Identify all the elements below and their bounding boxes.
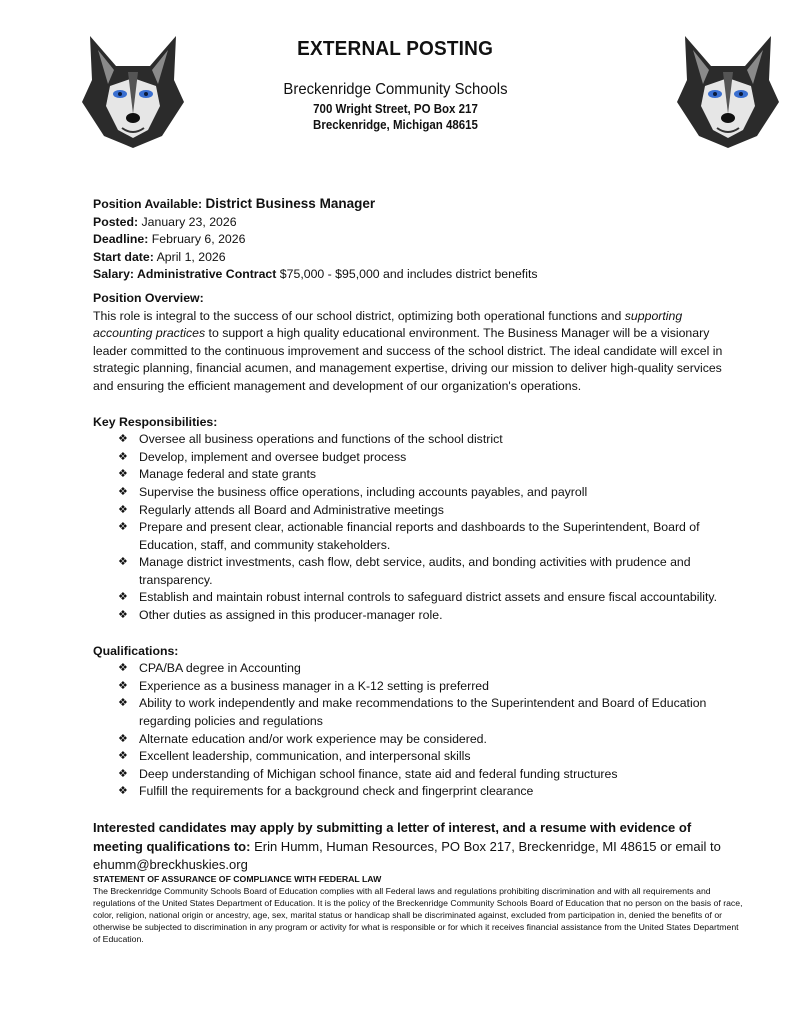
salary-row	[93, 266, 743, 284]
list-item: ❖ Experience as a business manager in a K-12 setting is preferred	[93, 678, 743, 696]
apply-lead: Interested candidates may apply by submitting a letter of interest, and a resume with evidence of meeting qualifications to:	[93, 820, 692, 854]
diamond-bullet-icon: ❖	[118, 679, 128, 692]
position-row	[93, 195, 743, 214]
list-item: ❖ Deep understanding of Michigan school finance, state aid and federal funding structures	[93, 766, 743, 784]
position-label: Position Available:	[93, 197, 203, 211]
list-item: ❖ Manage federal and state grants	[93, 466, 743, 484]
compliance-statement	[93, 873, 748, 945]
diamond-bullet-icon: ❖	[118, 468, 128, 481]
page-title: EXTERNAL POSTING	[297, 38, 494, 60]
list-item: ❖ Establish and maintain robust internal controls to safeguard district assets and ensure fiscal accountability.	[93, 589, 743, 607]
responsibilities-list	[93, 431, 743, 625]
overview-heading: Position Overview:	[93, 290, 204, 305]
list-item: ❖ Fulfill the requirements for a background check and fingerprint clearance	[93, 783, 743, 801]
salary-label: Salary: Administrative Contract	[93, 267, 277, 282]
qualifications-list	[93, 660, 743, 801]
diamond-bullet-icon: ❖	[118, 433, 128, 446]
diamond-bullet-icon: ❖	[118, 767, 128, 780]
list-item: ❖ CPA/BA degree in Accounting	[93, 660, 743, 678]
diamond-bullet-icon: ❖	[118, 732, 128, 745]
salary-value: $75,000 - $95,000 and includes district benefits	[279, 267, 538, 282]
compliance-text: The Breckenridge Community Schools Board of Education complies with all Federal laws and regulations prohibiting discrimination and with all requirements and regulations of the United States Department of Education. It is the policy of the Breckenridge Community Schools Board of Education that no person on the basis of race, color, religion, national origin or ancestry, age, sex, marital status or handicap shall be discriminated against, excluded from participation in, denied the benefits of or otherwise be subjected to discrimination in any program or activity for what is responsible or for which it receives financial assistance from the United States Department of Education.	[93, 886, 743, 944]
overview-text-italic: supporting accounting practices	[93, 308, 683, 341]
apply-details: Erin Humm, Human Resources, PO Box 217, Breckenridge, MI 48615 or email to	[250, 838, 721, 854]
compliance-title: STATEMENT OF ASSURANCE OF COMPLIANCE WITH FEDERAL LAW	[93, 874, 382, 884]
diamond-bullet-icon: ❖	[118, 609, 128, 622]
diamond-bullet-icon: ❖	[118, 485, 128, 498]
posted-value: January 23, 2026	[141, 214, 237, 229]
deadline-label: Deadline:	[93, 232, 149, 247]
list-item: ❖ Alternate education and/or work experience may be considered.	[93, 731, 743, 749]
start-date-label: Start date:	[93, 249, 154, 264]
diamond-bullet-icon: ❖	[118, 556, 128, 569]
posting-body	[93, 195, 743, 875]
list-item: ❖ Ability to work independently and make recommendations to the Superintendent and Board of Education regarding policies and regulations	[118, 696, 707, 729]
posted-row	[93, 214, 743, 232]
list-item: ❖ Oversee all business operations and functions of the school district	[93, 431, 743, 449]
diamond-bullet-icon: ❖	[118, 697, 128, 710]
list-item: ❖ Develop, implement and oversee budget process	[93, 449, 743, 467]
position-value: District Business Manager	[205, 196, 376, 211]
list-item: ❖ Other duties as assigned in this producer-manager role.	[93, 607, 743, 625]
diamond-bullet-icon: ❖	[118, 450, 128, 463]
diamond-bullet-icon: ❖	[118, 750, 128, 763]
address-line-1: 700 Wright Street, PO Box 217	[313, 102, 478, 116]
deadline-row	[93, 231, 743, 249]
list-item: ❖ Manage district investments, cash flow, debt service, audits, and bonding activities with prudence and transparency.	[118, 555, 691, 587]
list-item: ❖ Excellent leadership, communication, and interpersonal skills	[93, 748, 743, 766]
diamond-bullet-icon: ❖	[118, 662, 128, 675]
posted-label: Posted:	[93, 214, 139, 229]
address-line-2: Breckenridge, Michigan 48615	[313, 118, 478, 132]
overview-text-start: This role is integral to the success of our school district, optimizing both operational functions and	[93, 308, 625, 323]
diamond-bullet-icon: ❖	[118, 785, 128, 798]
list-item: ❖ Regularly attends all Board and Administrative meetings	[93, 502, 743, 520]
start-date-row	[93, 249, 743, 267]
responsibilities-heading: Key Responsibilities:	[93, 414, 218, 429]
posting-header	[0, 38, 791, 132]
diamond-bullet-icon: ❖	[118, 521, 128, 534]
deadline-value: February 6, 2026	[151, 232, 246, 247]
start-date-value: April 1, 2026	[156, 249, 226, 264]
apply-instructions	[93, 819, 743, 875]
diamond-bullet-icon: ❖	[118, 503, 128, 516]
list-item: ❖ Supervise the business office operations, including accounts payables, and payroll	[93, 484, 743, 502]
list-item: ❖ Prepare and present clear, actionable financial reports and dashboards to the Superintendent, Board of Education, staff, and community stakeholders.	[118, 520, 700, 552]
org-name: Breckenridge Community Schools	[283, 81, 508, 98]
overview-text-end: to support a high quality educational environment. The Business Manager will be a visionary leader committed to the continuous improvement and success of the school district. The ideal candidate will excel in strategic planning, financial acumen, and management expertise, driving our mission to deliver high-quality services and ensuring the efficient management and development of our organization's operations.	[93, 326, 723, 393]
diamond-bullet-icon: ❖	[118, 591, 128, 604]
qualifications-heading: Qualifications:	[93, 643, 179, 658]
overview-text	[93, 308, 743, 396]
apply-email-link[interactable]: ehumm@breckhuskies.org	[93, 857, 248, 872]
